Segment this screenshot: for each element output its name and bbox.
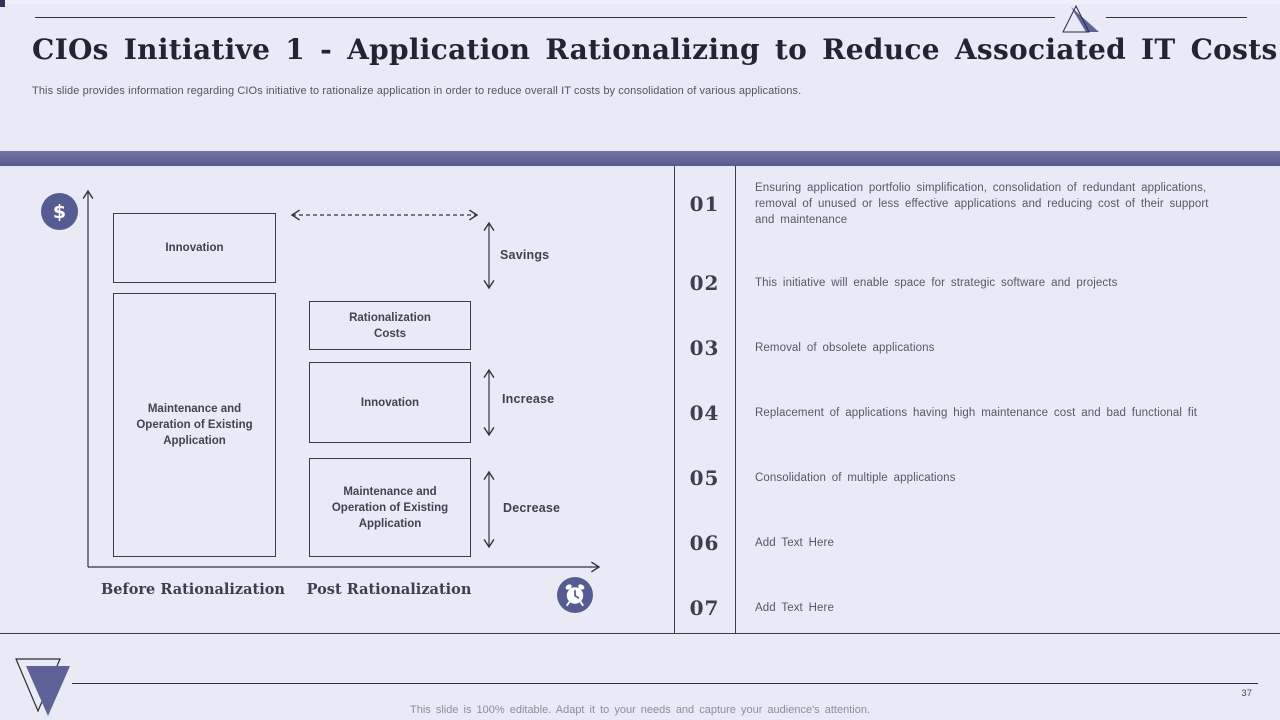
box-before-innovation [113, 213, 276, 283]
box-label: Maintenance and Operation of Existing Application [136, 403, 253, 447]
increase-label: Increase [502, 392, 555, 406]
item-text: Removal of obsolete applications [755, 342, 935, 354]
page-number: 37 [1241, 688, 1252, 699]
item-number: 07 [689, 596, 720, 620]
list-item [674, 171, 1250, 237]
footer-note: This slide is 100% editable. Adapt it to your needs and capture your audience's attention. [410, 704, 870, 716]
item-text: Add Text Here [755, 537, 834, 549]
box-post-maintenance [309, 458, 471, 557]
item-number: 05 [689, 466, 720, 490]
item-text: Replacement of applications having high maintenance cost and bad functional fit [755, 407, 1198, 419]
item-text: Ensuring application portfolio simplification, consolidation of redundant applications, removal of unused or less effective applications and reducing cost of their support and maintenance [755, 182, 1209, 226]
item-number: 03 [689, 336, 720, 360]
list-item [674, 445, 1250, 511]
item-number: 02 [689, 271, 720, 295]
item-text: Consolidation of multiple applications [755, 472, 956, 484]
list-item [674, 380, 1250, 446]
alarm-clock-glyph [562, 582, 588, 608]
box-label: Innovation [165, 242, 224, 254]
list-item [674, 510, 1250, 576]
box-label: Maintenance and Operation of Existing Application [331, 485, 449, 530]
page-title: CIOs Initiative 1 - Application Rationalizing to Reduce Associated IT Costs [32, 33, 1278, 66]
list-item [674, 250, 1250, 316]
brand-triangle-logo-top-icon [1058, 4, 1106, 34]
dollar-glyph: $ [52, 200, 67, 223]
item-number: 01 [689, 192, 720, 216]
box-before-maintenance [113, 293, 276, 557]
list-item [674, 315, 1250, 381]
savings-label: Savings [500, 248, 550, 262]
box-label: Rationalization Costs [349, 311, 431, 340]
dollar-icon [41, 193, 78, 230]
footer-rule [72, 683, 1258, 684]
list-item [674, 575, 1250, 641]
caption-before-rationalization: Before Rationalization [101, 581, 285, 598]
item-number: 04 [689, 401, 720, 425]
clock-icon [557, 577, 593, 613]
header-rule-left [35, 17, 1055, 18]
accent-bar [0, 151, 1280, 166]
decrease-label: Decrease [503, 501, 561, 515]
header-rule-right [1106, 17, 1247, 18]
item-text: This initiative will enable space for strategic software and projects [755, 277, 1118, 289]
box-label: Innovation [360, 396, 420, 409]
item-number: 06 [689, 531, 720, 555]
caption-post-rationalization: Post Rationalization [306, 581, 472, 598]
box-post-innovation [309, 362, 471, 443]
box-rationalization-costs [309, 301, 471, 350]
item-text: Add Text Here [755, 602, 834, 614]
page-subtitle: This slide provides information regarding CIOs initiative to rationalize application in order to reduce overall IT costs by consolidation of various applications. [32, 85, 802, 97]
top-left-corner-mark [0, 0, 5, 7]
